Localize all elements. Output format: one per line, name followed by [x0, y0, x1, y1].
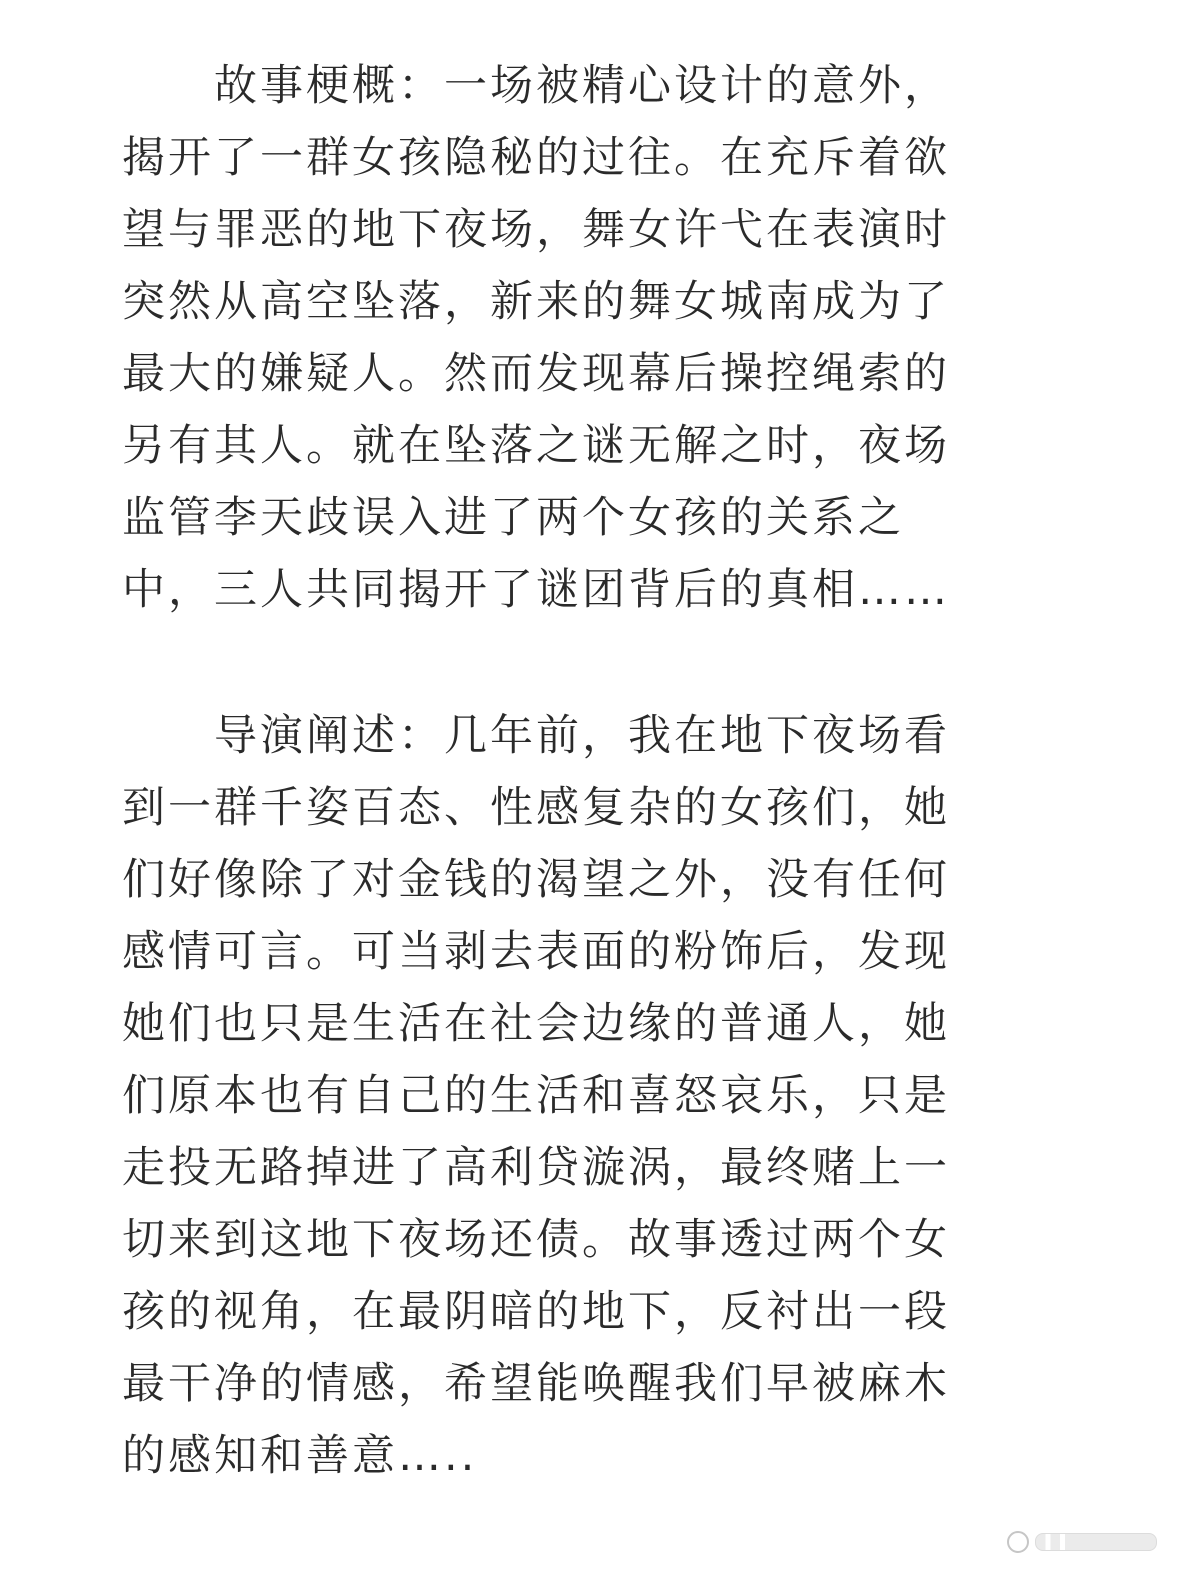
director-statement-line: 感情可言。可当剥去表面的粉饰后，发现	[122, 927, 950, 977]
synopsis-line: 望与罪恶的地下夜场，舞女许弋在表演时	[122, 205, 950, 255]
director-statement-line: 的感知和善意…..	[122, 1431, 478, 1481]
synopsis-line: 最大的嫌疑人。然而发现幕后操控绳索的	[122, 349, 950, 399]
synopsis-line: 中，三人共同揭开了谜团背后的真相……	[122, 565, 950, 615]
director-statement-paragraph	[122, 700, 1062, 1492]
director-statement-line: 最干净的情感，希望能唤醒我们早被麻木	[122, 1359, 950, 1409]
director-statement-line: 到一群千姿百态、性感复杂的女孩们，她	[122, 783, 950, 833]
director-statement-line: 导演阐述：几年前，我在地下夜场看	[122, 711, 950, 761]
watermark-icon	[1007, 1529, 1157, 1555]
watermark-circle-icon	[1007, 1531, 1029, 1553]
director-statement-line: 她们也只是生活在社会边缘的普通人，她	[122, 999, 950, 1049]
watermark-bar-icon	[1035, 1533, 1157, 1551]
director-statement-line: 切来到这地下夜场还债。故事透过两个女	[122, 1215, 950, 1265]
director-statement-line: 们好像除了对金钱的渴望之外，没有任何	[122, 855, 950, 905]
synopsis-line: 监管李天歧误入进了两个女孩的关系之	[122, 493, 904, 543]
synopsis-line: 突然从高空坠落，新来的舞女城南成为了	[122, 277, 950, 327]
synopsis-line: 揭开了一群女孩隐秘的过往。在充斥着欲	[122, 133, 950, 183]
synopsis-line: 故事梗概：一场被精心设计的意外，	[122, 61, 950, 111]
synopsis-line: 另有其人。就在坠落之谜无解之时，夜场	[122, 421, 950, 471]
director-statement-line: 孩的视角，在最阴暗的地下，反衬出一段	[122, 1287, 950, 1337]
director-statement-line: 们原本也有自己的生活和喜怒哀乐，只是	[122, 1071, 950, 1121]
synopsis-paragraph	[122, 50, 1062, 626]
director-statement-line: 走投无路掉进了高利贷漩涡，最终赌上一	[122, 1143, 950, 1193]
